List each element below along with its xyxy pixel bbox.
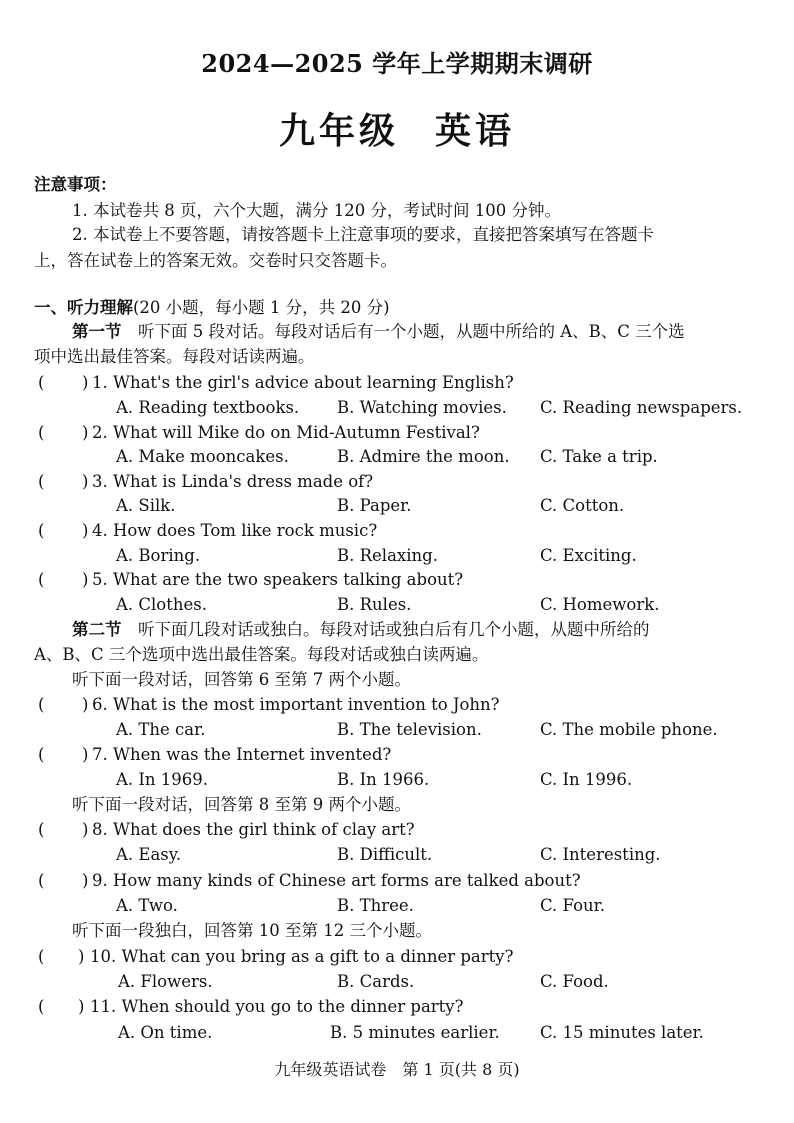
listening-intro-10-12: 听下面一段独白，回答第 10 至第 12 三个小题。 <box>72 921 432 940</box>
part1-note: (20 小题，每小题 1 分，共 20 分) <box>133 298 390 317</box>
option-c: C. Four. <box>540 896 605 915</box>
answer-blank-close: ) <box>82 423 89 442</box>
question-text: 5. What are the two speakers talking about? <box>92 570 464 589</box>
option-c: C. Take a trip. <box>540 447 658 466</box>
option-b: B. Three. <box>337 896 414 915</box>
option-a: A. Clothes. <box>116 595 207 614</box>
option-c: C. Food. <box>540 972 609 991</box>
section2-label: 第二节 <box>72 620 122 639</box>
answer-blank-close: ) <box>82 521 89 540</box>
subject-label: 英语 <box>435 110 516 152</box>
question-text: 11. When should you go to the dinner party? <box>90 997 464 1016</box>
answer-blank-open: ( <box>38 871 45 890</box>
answer-blank-open: ( <box>38 472 45 491</box>
option-a: A. Two. <box>116 896 178 915</box>
option-b: B. Paper. <box>337 496 412 515</box>
option-c: C. Exciting. <box>540 546 637 565</box>
answer-blank-close: ) <box>82 820 89 839</box>
option-a: A. Boring. <box>116 546 201 565</box>
section1-line-2: 项中选出最佳答案。每段对话读两遍。 <box>34 347 315 366</box>
answer-blank-close: ) <box>78 997 85 1016</box>
exam-subtitle <box>0 103 794 154</box>
option-c: C. The mobile phone. <box>540 720 718 739</box>
option-b: B. 5 minutes earlier. <box>330 1023 500 1042</box>
notice-heading: 注意事项： <box>34 175 117 194</box>
option-a: A. Make mooncakes. <box>116 447 289 466</box>
question-text: 9. How many kinds of Chinese art forms are talked about? <box>92 871 581 890</box>
option-b: B. Rules. <box>337 595 412 614</box>
answer-blank-open: ( <box>38 423 45 442</box>
listening-intro-6-7: 听下面一段对话，回答第 6 至第 7 两个小题。 <box>72 670 411 689</box>
answer-blank-close: ) <box>78 947 85 966</box>
exam-title: 2024—2025 学年上学期期末调研 <box>201 49 593 78</box>
option-c: C. Homework. <box>540 595 660 614</box>
answer-blank-close: ) <box>82 745 89 764</box>
option-c: C. In 1996. <box>540 770 633 789</box>
part1-title: 一、听力理解 <box>34 298 133 317</box>
option-b: B. Difficult. <box>337 845 433 864</box>
section2-line-1: 第二节 听下面几段对话或独白。每段对话或独白后有几个小题，从题中所给的 <box>72 620 650 639</box>
option-b: B. The television. <box>337 720 482 739</box>
option-a: A. The car. <box>116 720 206 739</box>
answer-blank-open: ( <box>38 820 45 839</box>
option-c: C. Reading newspapers. <box>540 398 743 417</box>
question-text: 8. What does the girl think of clay art? <box>92 820 415 839</box>
option-a: A. Reading textbooks. <box>116 398 300 417</box>
section1-label: 第一节 <box>72 322 122 341</box>
answer-blank-open: ( <box>38 695 45 714</box>
option-b: B. In 1966. <box>337 770 430 789</box>
page-footer: 九年级英语试卷 第 1 页(共 8 页) <box>274 1060 520 1079</box>
option-a: A. On time. <box>118 1023 213 1042</box>
section1-line-1: 第一节 听下面 5 段对话。每段对话后有一个小题，从题中所给的 A、B、C 三个选 <box>72 322 685 341</box>
answer-blank-open: ( <box>38 570 45 589</box>
answer-blank-open: ( <box>38 745 45 764</box>
option-b: B. Relaxing. <box>337 546 438 565</box>
question-text: 1. What's the girl's advice about learning English? <box>92 373 514 392</box>
answer-blank-close: ) <box>82 871 89 890</box>
grade-label: 九年级 <box>278 110 399 152</box>
question-text: 10. What can you bring as a gift to a dinner party? <box>90 947 514 966</box>
answer-blank-close: ) <box>82 570 89 589</box>
option-a: A. Easy. <box>116 845 182 864</box>
option-a: A. Flowers. <box>118 972 213 991</box>
answer-blank-open: ( <box>38 997 45 1016</box>
option-b: B. Cards. <box>337 972 415 991</box>
option-a: A. Silk. <box>116 496 176 515</box>
notice-item-2-line-1: 2. 本试卷上不要答题，请按答题卡上注意事项的要求，直接把答案填写在答题卡 <box>72 225 654 244</box>
question-text: 4. How does Tom like rock music? <box>92 521 378 540</box>
question-text: 3. What is Linda's dress made of? <box>92 472 374 491</box>
option-c: C. Interesting. <box>540 845 661 864</box>
question-text: 2. What will Mike do on Mid-Autumn Festival? <box>92 423 480 442</box>
answer-blank-open: ( <box>38 947 45 966</box>
option-b: B. Watching movies. <box>337 398 507 417</box>
section2-line-2: A、B、C 三个选项中选出最佳答案。每段对话或独白读两遍。 <box>34 645 489 664</box>
option-c: C. 15 minutes later. <box>540 1023 704 1042</box>
part1-heading <box>34 297 390 319</box>
listening-intro-8-9: 听下面一段对话，回答第 8 至第 9 两个小题。 <box>72 795 411 814</box>
option-b: B. Admire the moon. <box>337 447 510 466</box>
answer-blank-close: ) <box>82 695 89 714</box>
answer-blank-close: ) <box>82 472 89 491</box>
question-text: 6. What is the most important invention to John? <box>92 695 500 714</box>
option-c: C. Cotton. <box>540 496 625 515</box>
answer-blank-open: ( <box>38 373 45 392</box>
notice-item-2-line-2: 上，答在试卷上的答案无效。交卷时只交答题卡。 <box>34 251 397 270</box>
option-a: A. In 1969. <box>116 770 209 789</box>
answer-blank-close: ) <box>82 373 89 392</box>
notice-item-1: 1. 本试卷共 8 页，六个大题，满分 120 分，考试时间 100 分钟。 <box>72 201 561 220</box>
answer-blank-open: ( <box>38 521 45 540</box>
question-text: 7. When was the Internet invented? <box>92 745 392 764</box>
